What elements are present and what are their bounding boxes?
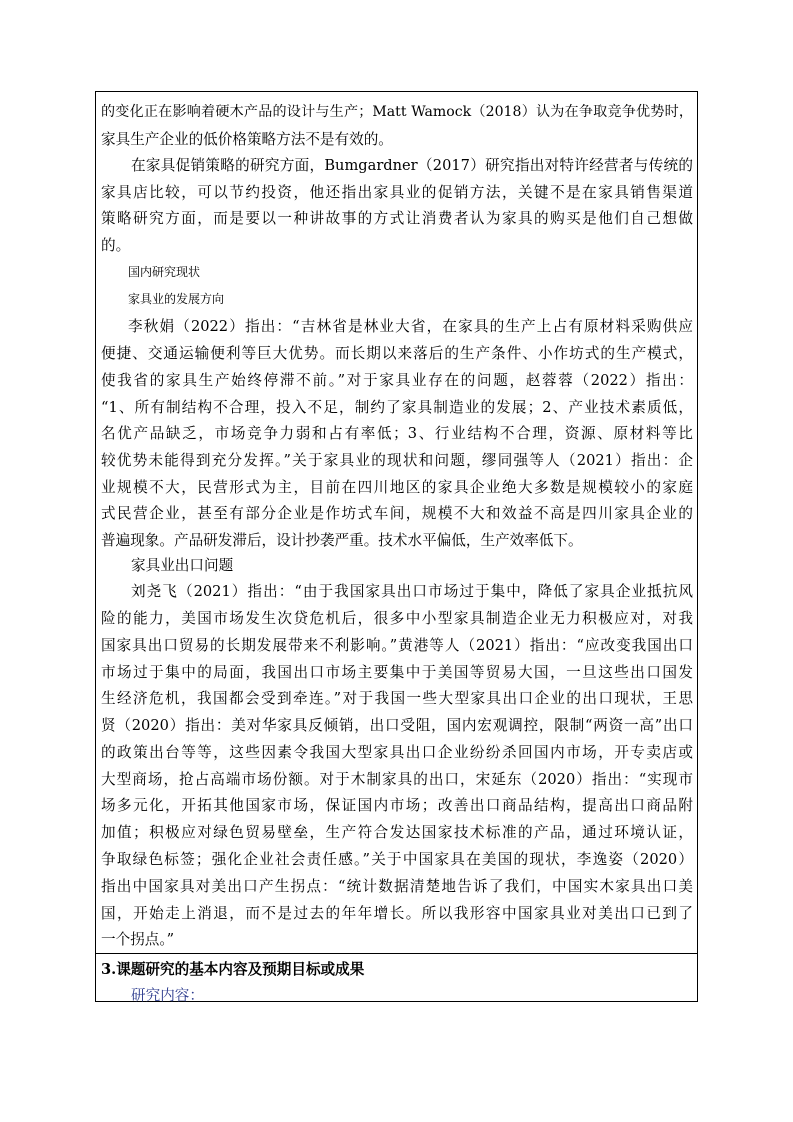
heading-export-issues: 家具业出口问题	[131, 557, 234, 574]
paragraph-line: 普遍现象。产品研发滞后，设计抄袭严重。技术水平偏低，生产效率低下。	[101, 532, 583, 549]
paragraph-line: 的政策出台等等，这些因素令我国大型家具出口企业纷纷杀回国内市场，开专卖店或	[101, 744, 693, 761]
paragraph-line: 便捷、交通运输便利等巨大优势。而长期以来落后的生产条件、小作坊式的生产模式，	[101, 345, 693, 362]
paragraph-line: 的。	[101, 237, 131, 254]
paragraph-line: “1、所有制结构不合理，投入不足，制约了家具制造业的发展；2、产业技术素质低，	[101, 399, 693, 416]
paragraph-line: 较优势未能得到充分发挥。”关于家具业的现状和问题，缪同强等人（2021）指出：企	[101, 452, 693, 469]
paragraph-line: 险的能力，美国市场发生次贷危机后，很多中小型家具制造企业无力积极应对，对我	[101, 610, 693, 627]
paragraph-line: 一个拐点。”	[101, 931, 175, 948]
heading-development-direction: 家具业的发展方向	[128, 292, 225, 306]
paragraph-line: 大型商场，抢占高端市场份额。对于木制家具的出口，宋延东（2020）指出：“实现市	[101, 771, 693, 788]
paragraph-line: 国，开始走上消退，而不是过去的年年增长。所以我形容中国家具业对美出口已到了	[101, 905, 693, 922]
paragraph-line: 名优产品缺乏，市场竞争力弱和占有率低；3、行业结构不合理，资源、原材料等比	[101, 425, 693, 442]
paragraph-line: 家具店比较，可以节约投资，他还指出家具业的促销方法，关键不是在家具销售渠道	[101, 184, 693, 201]
paragraph-line: 家具生产企业的低价格策略方法不是有效的。	[101, 131, 393, 148]
paragraph-line: 策略研究方面，而是要以一种讲故事的方式让消费者认为家具的购买是他们自己想做	[101, 210, 693, 227]
paragraph-line: 业规模不大，民营形式为主，目前在四川地区的家具企业绝大多数是规模较小的家庭	[101, 479, 693, 496]
paragraph-line: 在家具促销策略的研究方面，Bumgardner（2017）研究指出对特许经营者与传统的	[131, 157, 693, 174]
paragraph-line: 市场过于集中的局面，我国出口市场主要集中于美国等贸易大国，一旦这些出口国发	[101, 664, 693, 681]
paragraph-line: 贤（2020）指出：美对华家具反倾销，出口受阻，国内宏观调控，限制“两资一高”出口	[101, 717, 693, 734]
paragraph-line: 争取绿色标签；强化企业社会责任感。”关于中国家具在美国的现状，李逸姿（2020）	[101, 851, 693, 868]
paragraph-line: 指出中国家具对美出口产生拐点：“统计数据清楚地告诉了我们，中国实木家具出口美	[101, 878, 693, 895]
paragraph-line: 国家具出口贸易的长期发展带来不利影响。”黄港等人（2021）指出：“应改变我国出口	[101, 637, 693, 654]
paragraph-line: 加值；积极应对绿色贸易壁垒，生产符合发达国家技术标准的产品，通过环境认证，	[101, 824, 693, 841]
paragraph-line: 生经济危机，我国都会受到牵连。”对于我国一些大型家具出口企业的出口现状，王思	[101, 690, 693, 707]
section-divider	[96, 953, 697, 954]
paragraph-line: 使我省的家具生产始终停滞不前。”对于家具业存在的问题，赵蓉蓉（2022）指出：	[101, 372, 693, 389]
paragraph-line: 刘尧飞（2021）指出：“由于我国家具出口市场过于集中，降低了家具企业抵抗风	[131, 583, 693, 600]
section-3-title: 3.课题研究的基本内容及预期目标或成果	[101, 961, 365, 978]
heading-domestic-status: 国内研究现状	[128, 265, 201, 279]
paragraph-line: 李秋娟（2022）指出：“吉林省是林业大省，在家具的生产上占有原材料采购供应	[128, 318, 693, 335]
paragraph-line: 的变化正在影响着硬木产品的设计与生产；Matt Wamock（2018）认为在争取竞争优势时，	[101, 104, 693, 120]
paragraph-line: 场多元化，开拓其他国家市场，保证国内市场；改善出口商品结构，提高出口商品附	[101, 797, 693, 814]
research-content-label: 研究内容：	[131, 987, 204, 1004]
paragraph-line: 式民营企业，甚至有部分企业是作坊式车间，规模不大和效益不高是四川家具企业的	[101, 505, 693, 522]
